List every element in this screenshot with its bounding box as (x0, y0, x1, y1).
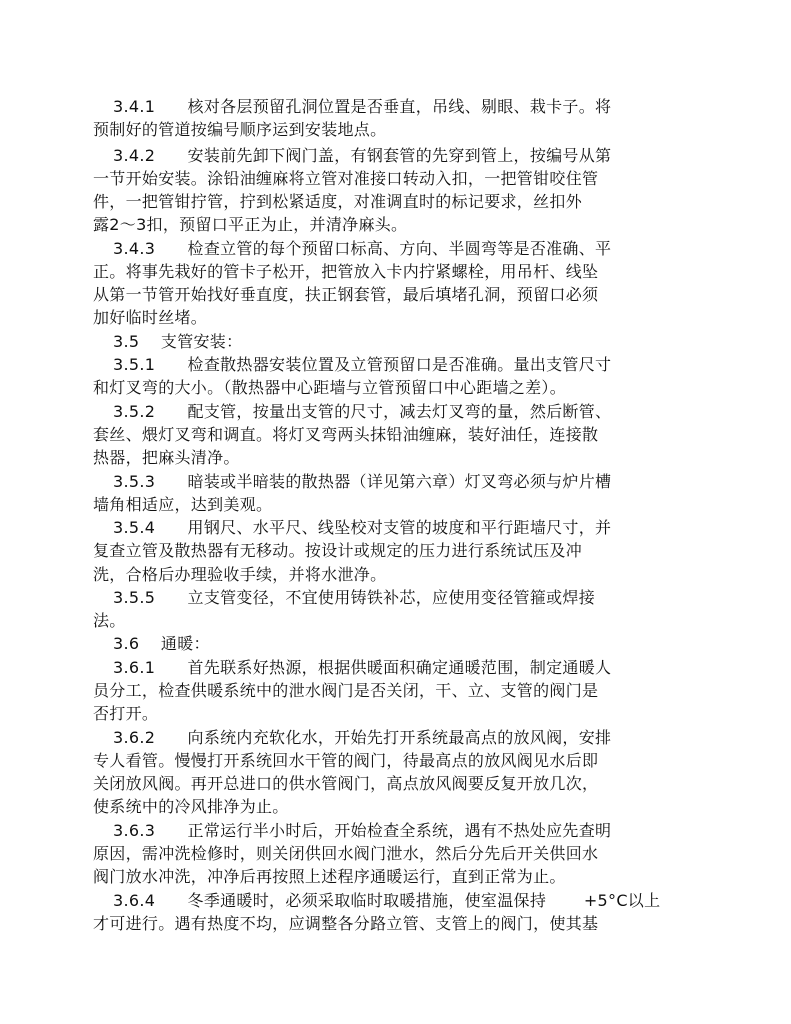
text-line: 正。将事先栽好的管卡子松开，把管放入卡内拧紧螺栓，用吊杆、线坠 (93, 262, 599, 281)
text-line: 才可进行。遇有热度不均，应调整各分路立管、支管上的阀门，使其基 (93, 914, 599, 933)
text-line: 3.5.5 立支管变径，不宜使用铸铁补芯，应使用变径管箍或焊接 (113, 588, 596, 607)
text-line: 露2～3扣，预留口平正为止，并清净麻头。 (93, 215, 408, 234)
text-line: 从第一节管开始找好垂直度，扶正钢套管，最后填堵孔洞，预留口必须 (93, 285, 599, 304)
text-line: 使系统中的冷风排净为止。 (93, 797, 289, 816)
text-line: 原因，需冲洗检修时，则关闭供回水阀门泄水，然后分先后开关供回水 (93, 844, 599, 863)
text-line: 件，一把管钳拧管，拧到松紧适度，对准调直时的标记要求，丝扣外 (93, 192, 583, 211)
text-line: 3.6.1 首先联系好热源，根据供暖面积确定通暖范围，制定通暖人 (113, 658, 612, 677)
text-line: 员分工，检查供暖系统中的泄水阀门是否关闭，干、立、支管的阀门是 (93, 681, 599, 700)
text-line: 复查立管及散热器有无移动。按设计或规定的压力进行系统试压及冲 (93, 541, 583, 560)
text-line: 墙角相适应，达到美观。 (93, 495, 273, 514)
text-line: 法。 (93, 611, 126, 630)
text-line: 3.6.2 向系统内充软化水，开始先打开系统最高点的放风阀，安排 (113, 728, 612, 747)
text-line: 套丝、煨灯叉弯和调直。将灯叉弯两头抹铅油缠麻，装好油任，连接散 (93, 425, 599, 444)
text-line: 3.5.4 用钢尺、水平尺、线坠校对支管的坡度和平行距墙尺寸，并 (113, 518, 612, 537)
text-line: 3.4.2 安装前先卸下阀门盖，有钢套管的先穿到管上，按编号从第 (113, 146, 612, 165)
text-line: 关闭放风阀。再开总进口的供水管阀门，高点放风阀要反复开放几次， (93, 774, 599, 793)
text-line: 3.4.1 核对各层预留孔洞位置是否垂直，吊线、剔眼、栽卡子。将 (113, 97, 612, 116)
text-line: 预制好的管道按编号顺序运到安装地点。 (93, 120, 387, 139)
text-line: 和灯叉弯的大小。（散热器中心距墙与立管预留口中心距墙之差）。 (93, 378, 567, 397)
text-line: 3.5.3 暗装或半暗装的散热器（详见第六章）灯叉弯必须与炉片槽 (113, 472, 612, 491)
text-line: 3.4.3 检查立管的每个预留口标高、方向、半圆弯等是否准确、平 (113, 239, 612, 258)
text-line: 3.5.1 检查散热器安装位置及立管预留口是否准确。量出支管尺寸 (113, 355, 612, 374)
text-line: 阀门放水冲洗，冲净后再按照上述程序通暖运行，直到正常为止。 (93, 867, 566, 886)
text-line: 加好临时丝堵。 (93, 308, 208, 327)
text-line: 洗，合格后办理验收手续，并将水泄净。 (93, 565, 387, 584)
text-line: 3.5.2 配支管，按量出支管的尺寸，减去灯叉弯的量，然后断管、 (113, 402, 612, 421)
section-heading: 3.6 通暖： (113, 634, 210, 653)
text-line: 专人看管。慢慢打开系统回水干管的阀门，待最高点的放风阀见水后即 (93, 751, 599, 770)
text-line: 热器，把麻头清净。 (93, 448, 240, 467)
text-line: 否打开。 (93, 704, 159, 723)
section-heading: 3.5 支管安装： (113, 332, 243, 351)
text-line: 3.6.3 正常运行半小时后，开始检查全系统，遇有不热处应先查明 (113, 821, 612, 840)
text-line: 一节开始安装。涂铅油缠麻将立管对准接口转动入扣，一把管钳咬住管 (93, 169, 599, 188)
text-line: 3.6.4 冬季通暖时，必须采取临时取暖措施，使室温保持 +5°C以上 (113, 891, 661, 910)
